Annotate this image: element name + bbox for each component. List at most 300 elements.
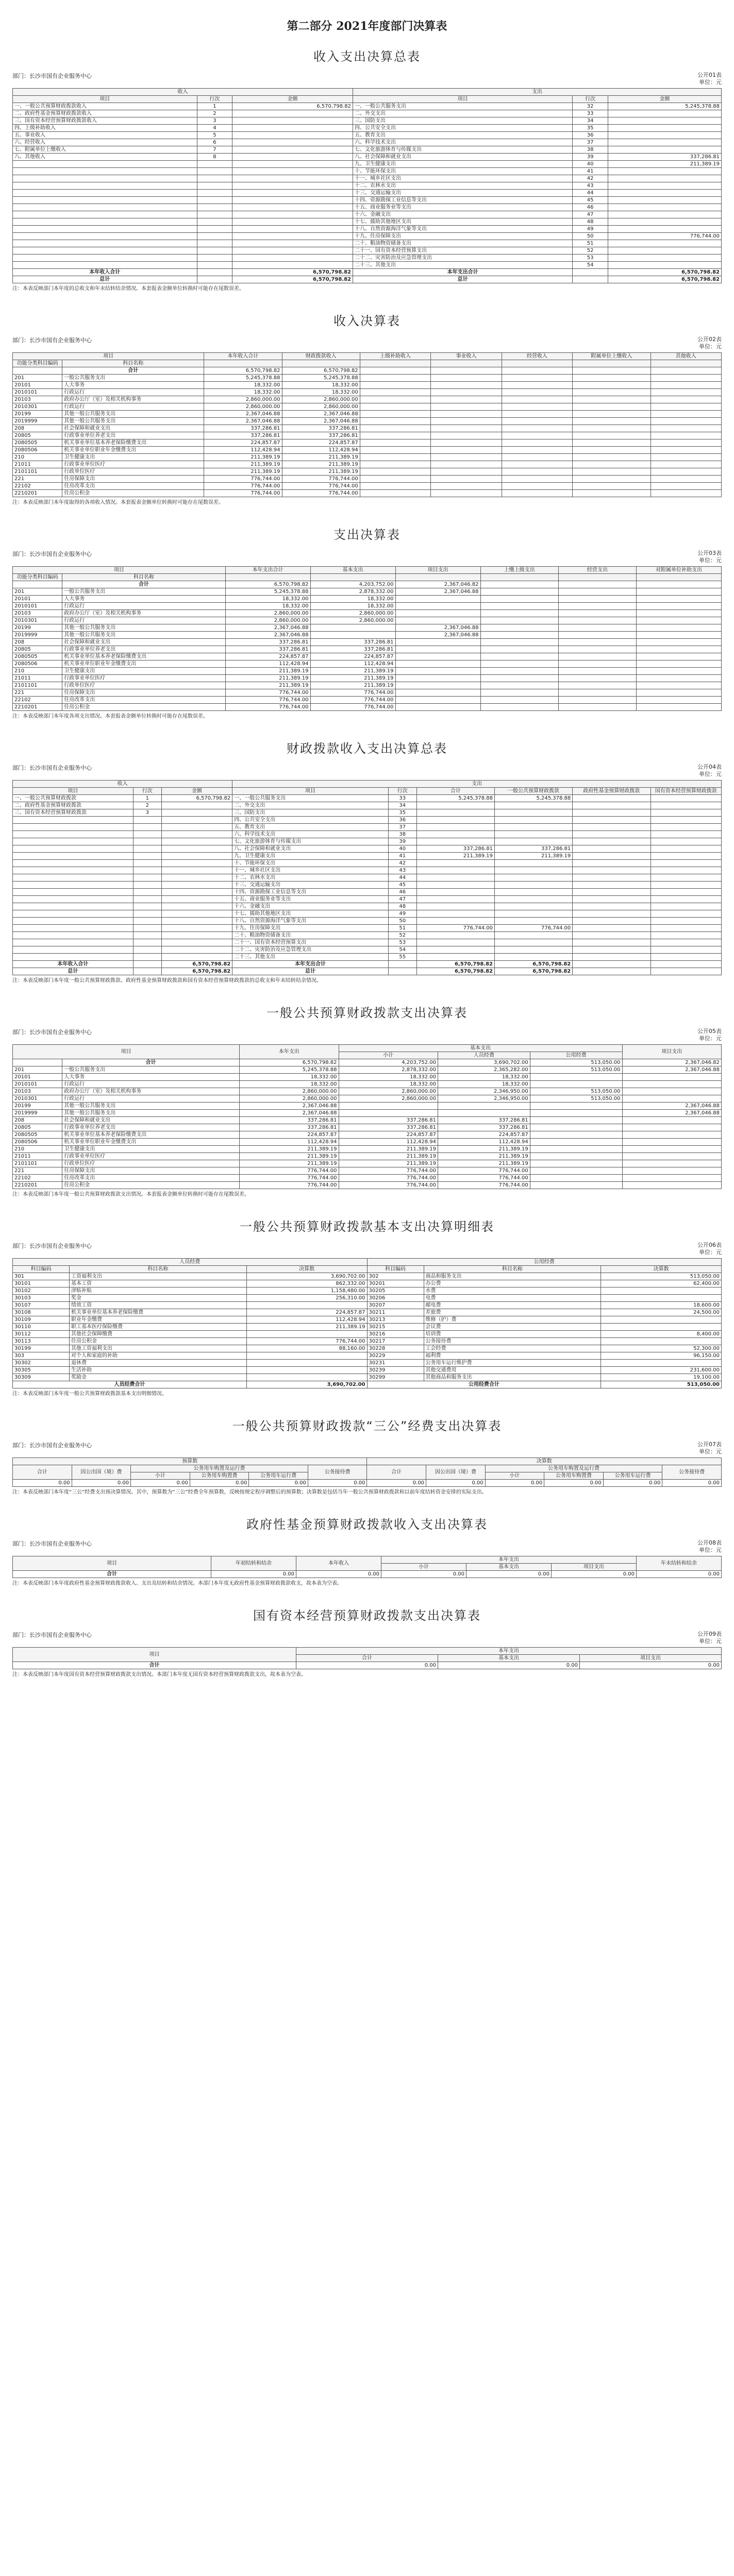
unit-label: 单位：元 — [699, 79, 722, 86]
subject-code: 20101 — [13, 596, 62, 603]
item-name: 十二、农林水支出 — [353, 182, 573, 190]
amount: 224,857.87 — [240, 1131, 339, 1139]
amount — [573, 831, 650, 838]
amount — [431, 411, 502, 418]
amount — [573, 795, 650, 802]
empty-cell — [13, 918, 134, 925]
subject-name: 一般公共服务支出 — [62, 588, 225, 596]
table-note: 注：本表反映部门本年度一般公共预算财政拨款支出情况。本套报表金额单位转换时可能存在尾数误差。 — [12, 1192, 249, 1197]
empty-cell — [161, 831, 232, 838]
line-number: 50 — [573, 233, 608, 240]
amount — [622, 1146, 722, 1153]
amount: 18,332.00 — [438, 1074, 530, 1081]
amount: 18,332.00 — [204, 389, 282, 396]
amount — [650, 845, 722, 853]
amount: 337,286.81 — [339, 1124, 438, 1131]
amount — [573, 802, 650, 809]
unit-label: 单位：元 — [699, 1448, 722, 1455]
empty-cell — [13, 240, 197, 247]
amount — [573, 403, 650, 411]
col-header: 经营支出 — [558, 567, 636, 574]
line-number: 36 — [573, 132, 608, 139]
total-label: 总计 — [353, 276, 573, 283]
sum-value: 6,570,798.82 — [416, 961, 494, 968]
dept-label: 部门：长沙市国有企业服务中心 — [12, 1442, 92, 1449]
table-row — [13, 660, 722, 668]
subject-code: 2080506 — [13, 447, 62, 454]
amount — [360, 382, 431, 389]
amount — [573, 490, 650, 497]
subject-name: 其他一般公共服务支出 — [62, 411, 204, 418]
table-row — [13, 476, 722, 483]
empty-cell — [161, 853, 232, 860]
col-header: 财政拨款收入 — [282, 353, 360, 360]
col-header: 功能分类科目编码 — [13, 360, 62, 367]
empty-cell — [133, 946, 161, 954]
table-code: 公开09表 — [697, 1631, 722, 1637]
subject-code: 22102 — [13, 697, 62, 704]
amount — [502, 375, 573, 382]
amount: 211,389.19 — [204, 468, 282, 476]
subject-code: 30113 — [13, 1338, 70, 1345]
table-row — [13, 617, 722, 624]
subject-code: 30206 — [367, 1295, 424, 1302]
amount: 2,860,000.00 — [282, 396, 360, 403]
empty-cell — [13, 860, 134, 867]
line-number: 53 — [573, 255, 608, 262]
amount — [573, 918, 650, 925]
table-code: 公开04表 — [697, 764, 722, 770]
item-name: 五、教育支出 — [353, 132, 573, 139]
col-header: 公务用车购置费 — [190, 1472, 249, 1480]
amount — [558, 660, 636, 668]
amount: 2,367,046.88 — [240, 1103, 339, 1110]
table-row — [13, 125, 722, 132]
amount — [416, 918, 494, 925]
dept-label: 部门：长沙市国有企业服务中心 — [12, 551, 92, 557]
amount — [161, 809, 232, 817]
col-header: 人员经费 — [438, 1052, 530, 1059]
amount — [573, 824, 650, 831]
amount — [495, 874, 573, 882]
col-header: 项目 — [13, 353, 204, 360]
empty-cell — [232, 161, 353, 168]
amount: 337,286.81 — [225, 646, 310, 653]
subject-name: 行政事业单位医疗 — [62, 675, 225, 682]
income-table — [12, 352, 722, 497]
table-row — [13, 468, 722, 476]
amount — [650, 403, 722, 411]
amount — [416, 910, 494, 918]
sum-label: 本年收入合计 — [13, 961, 134, 968]
table-row — [13, 1160, 722, 1167]
amount — [622, 1160, 722, 1167]
amount — [431, 367, 502, 375]
subject-code: 30216 — [367, 1331, 424, 1338]
amount — [395, 704, 480, 711]
row-label: 合计 — [13, 1571, 211, 1578]
amount: 5,245,378.88 — [204, 375, 282, 382]
empty-cell — [13, 233, 197, 240]
table-row — [13, 697, 722, 704]
col-header: 公务接待费 — [662, 1465, 722, 1480]
amount — [416, 831, 494, 838]
amount — [530, 1146, 622, 1153]
amount: 2,860,000.00 — [204, 396, 282, 403]
amount — [395, 689, 480, 697]
amount — [573, 946, 650, 954]
amount — [573, 461, 650, 468]
amount — [637, 610, 722, 617]
subject-code: 208 — [13, 425, 62, 432]
col-header: 行次 — [133, 788, 161, 795]
col-header: 项目支出 — [580, 1655, 722, 1662]
sum-label: 本年收入合计 — [13, 269, 197, 276]
empty-cell — [197, 161, 232, 168]
col-header: 公务用车购置及运行费 — [485, 1465, 662, 1472]
amount: 2,860,000.00 — [282, 403, 360, 411]
amount — [360, 476, 431, 483]
line-number: 1 — [197, 103, 232, 110]
subject-name: 差旅费 — [424, 1309, 601, 1316]
amount — [495, 932, 573, 939]
subject-code: 201 — [13, 588, 62, 596]
amount — [360, 439, 431, 447]
empty-cell — [197, 226, 232, 233]
line-number: 52 — [573, 247, 608, 255]
table-row — [13, 1302, 722, 1309]
amount — [558, 596, 636, 603]
amount: 2,367,046.88 — [204, 418, 282, 425]
subject-code: 30101 — [13, 1280, 70, 1287]
subject-code: 30107 — [13, 1302, 70, 1309]
table-row — [13, 867, 722, 874]
subject-name: 其他一般公共服务支出 — [62, 632, 225, 639]
amount — [416, 838, 494, 845]
col-header: 小计 — [339, 1052, 438, 1059]
amount — [622, 1088, 722, 1095]
item-name: 七、附属单位上缴收入 — [13, 146, 197, 154]
empty-cell — [13, 946, 134, 954]
col-header: 科目名称 — [70, 1266, 247, 1273]
amount: 2,367,046.88 — [622, 1103, 722, 1110]
amount: 211,389.19 — [416, 853, 494, 860]
amount — [608, 211, 722, 218]
amount: 776,744.00 — [246, 1338, 367, 1345]
amount: 211,389.19 — [608, 161, 722, 168]
table-row — [13, 704, 722, 711]
item-name: 三、国有资本经营预算财政拨款 — [13, 809, 134, 817]
empty-cell — [13, 218, 197, 226]
table-row — [13, 1153, 722, 1160]
table-row — [13, 403, 722, 411]
unit-label: 单位：元 — [699, 557, 722, 564]
empty-cell — [133, 838, 161, 845]
amount: 6,570,798.82 — [282, 367, 360, 375]
amount — [360, 403, 431, 411]
amount — [650, 925, 722, 932]
amount — [232, 125, 353, 132]
col-header: 本年支出 — [240, 1045, 339, 1059]
amount — [608, 182, 722, 190]
empty-cell — [13, 925, 134, 932]
amount — [558, 639, 636, 646]
amount: 776,744.00 — [310, 697, 395, 704]
subject-code: 2080505 — [13, 439, 62, 447]
amount — [431, 461, 502, 468]
line-number: 42 — [573, 175, 608, 182]
subject-code: 2080506 — [13, 660, 62, 668]
amount — [480, 632, 558, 639]
amount — [608, 247, 722, 255]
amount — [495, 903, 573, 910]
subject-code: 30103 — [13, 1295, 70, 1302]
amount — [502, 396, 573, 403]
amount — [246, 1360, 367, 1367]
amount — [650, 375, 722, 382]
subject-code — [13, 581, 62, 588]
empty-cell — [13, 211, 197, 218]
line-number: 36 — [388, 817, 416, 824]
table-row — [13, 668, 722, 675]
amount: 513,050.00 — [530, 1066, 622, 1074]
amount — [431, 439, 502, 447]
amount — [431, 468, 502, 476]
amount — [650, 932, 722, 939]
subject-code: 2010101 — [13, 389, 62, 396]
subject-code: 30109 — [13, 1316, 70, 1324]
amount: 2,367,046.88 — [204, 411, 282, 418]
amount: 776,744.00 — [495, 925, 573, 932]
amount — [558, 675, 636, 682]
line-number: 52 — [388, 932, 416, 939]
amount — [637, 639, 722, 646]
subject-name: 行政单位医疗 — [62, 1160, 240, 1167]
amount — [650, 454, 722, 461]
cell: 0.00 — [637, 1571, 722, 1578]
section-title: 一般公共预算财政拨款支出决算表 — [266, 1006, 468, 1020]
subject-name: 住房公积金 — [62, 704, 225, 711]
empty-cell — [161, 946, 232, 954]
amount — [416, 867, 494, 874]
amount — [232, 117, 353, 125]
subject-code: 2019999 — [13, 632, 62, 639]
line-number: 7 — [197, 146, 232, 154]
expense-table — [12, 566, 722, 711]
empty-cell — [232, 255, 353, 262]
amount: 211,389.19 — [240, 1146, 339, 1153]
subject-code: 210 — [13, 668, 62, 675]
amount — [650, 382, 722, 389]
amount: 5,245,378.88 — [495, 795, 573, 802]
subject-code: 221 — [13, 1167, 62, 1175]
amount — [601, 1295, 722, 1302]
amount — [622, 1182, 722, 1189]
subject-code: 2080505 — [13, 653, 62, 660]
subject-name: 机关事业单位基本养老保险缴费支出 — [62, 1131, 240, 1139]
empty-cell — [161, 889, 232, 896]
unit-label: 单位：元 — [699, 1547, 722, 1553]
amount — [495, 817, 573, 824]
line-number: 54 — [573, 262, 608, 269]
amount — [480, 675, 558, 682]
subject-code — [13, 1059, 62, 1066]
subject-code: 20805 — [13, 1124, 62, 1131]
amount — [480, 646, 558, 653]
amount: 112,428.94 — [438, 1139, 530, 1146]
amount — [573, 382, 650, 389]
amount: 256,310.00 — [246, 1295, 367, 1302]
amount — [416, 946, 494, 954]
amount — [650, 867, 722, 874]
amount — [622, 1074, 722, 1081]
amount — [637, 596, 722, 603]
line-number: 44 — [573, 190, 608, 197]
amount — [502, 490, 573, 497]
amount — [360, 483, 431, 490]
col-header: 功能分类科目编码 — [13, 574, 62, 581]
subject-code: 2101101 — [13, 1160, 62, 1167]
subject-name: 对个人和家庭的补助 — [70, 1352, 247, 1360]
subject-name: 工资福利支出 — [70, 1273, 247, 1280]
amount — [601, 1287, 722, 1295]
subject-name: 其他工资福利支出 — [70, 1345, 247, 1352]
amount: 2,367,046.88 — [225, 624, 310, 632]
amount: 224,857.87 — [438, 1131, 530, 1139]
amount — [608, 204, 722, 211]
amount: 52,300.00 — [601, 1345, 722, 1352]
sum-label: 人员经费合计 — [13, 1381, 247, 1388]
item-name: 十四、资源勘探工业信息等支出 — [232, 889, 389, 896]
table-row — [13, 689, 722, 697]
amount: 337,286.81 — [282, 432, 360, 439]
amount — [558, 689, 636, 697]
line-number: 37 — [388, 824, 416, 831]
amount: 337,286.81 — [438, 1117, 530, 1124]
subject-name: 其他一般公共服务支出 — [62, 418, 204, 425]
table-row — [13, 860, 722, 867]
table-row — [13, 1309, 722, 1316]
amount: 18,332.00 — [282, 382, 360, 389]
cell: 0.00 — [296, 1571, 381, 1578]
amount — [395, 697, 480, 704]
line-number: 40 — [388, 845, 416, 853]
subject-code: 20103 — [13, 1088, 62, 1095]
amount — [558, 603, 636, 610]
table-row — [13, 447, 722, 454]
table-code: 公开01表 — [697, 72, 722, 78]
col-header: 公务用车运行费 — [603, 1472, 662, 1480]
amount: 211,389.19 — [204, 454, 282, 461]
amount — [480, 704, 558, 711]
subject-name: 水费 — [424, 1287, 601, 1295]
amount — [502, 447, 573, 454]
amount: 211,389.19 — [225, 682, 310, 689]
item-name: 二十一、国有资本经营预算支出 — [353, 247, 573, 255]
line-number: 46 — [573, 204, 608, 211]
amount — [502, 439, 573, 447]
amount — [650, 831, 722, 838]
amount: 2,367,046.88 — [240, 1110, 339, 1117]
cell: 0.00 — [381, 1571, 466, 1578]
table-row — [13, 175, 722, 182]
cell: 0.00 — [438, 1662, 580, 1669]
amount — [622, 1139, 722, 1146]
amount — [650, 389, 722, 396]
amount: 2,367,046.88 — [622, 1066, 722, 1074]
table-row — [13, 1360, 722, 1367]
amount — [650, 817, 722, 824]
amount — [416, 802, 494, 809]
subject-code: 21011 — [13, 675, 62, 682]
amount: 211,389.19 — [204, 461, 282, 468]
sum-value: 6,570,798.82 — [608, 269, 722, 276]
amount — [480, 682, 558, 689]
col-header: 合计 — [367, 1465, 426, 1480]
amount — [650, 853, 722, 860]
amount: 2,878,332.00 — [310, 588, 395, 596]
amount: 2,367,046.88 — [395, 624, 480, 632]
amount — [480, 653, 558, 660]
line-number: 42 — [388, 860, 416, 867]
table-row — [13, 1352, 722, 1360]
table-row — [13, 262, 722, 269]
amount — [637, 624, 722, 632]
dept-label: 部门：长沙市国有企业服务中心 — [12, 337, 92, 344]
table-row — [13, 1324, 722, 1331]
amount: 5,245,378.88 — [282, 375, 360, 382]
table-row — [13, 204, 722, 211]
section-fiscal-summary — [12, 738, 722, 984]
total-label: 总计 — [13, 276, 197, 283]
amount: 776,744.00 — [282, 490, 360, 497]
cell: 0.00 — [367, 1480, 426, 1487]
empty-cell — [161, 874, 232, 882]
subject-code: 20101 — [13, 382, 62, 389]
amount — [637, 603, 722, 610]
section-title: 财政拨款收入支出决算总表 — [287, 741, 447, 756]
table-code: 公开03表 — [697, 550, 722, 556]
gov-fund-table — [12, 1556, 722, 1578]
item-name: 三、国防支出 — [232, 809, 389, 817]
subject-code: 30309 — [13, 1374, 70, 1381]
amount — [502, 403, 573, 411]
subject-name: 住房公积金 — [70, 1338, 247, 1345]
table-row — [13, 269, 722, 276]
table-row — [13, 838, 722, 845]
table-row — [13, 1367, 722, 1374]
amount: 1,158,480.00 — [246, 1287, 367, 1295]
amount — [416, 874, 494, 882]
table-row — [13, 1345, 722, 1352]
item-name: 十三、交通运输支出 — [353, 190, 573, 197]
amount: 211,389.19 — [310, 682, 395, 689]
amount — [360, 411, 431, 418]
subject-code: 30213 — [367, 1316, 424, 1324]
amount: 6,570,798.82 — [225, 581, 310, 588]
amount — [502, 367, 573, 375]
subject-code: 20805 — [13, 646, 62, 653]
amount: 776,744.00 — [204, 476, 282, 483]
amount: 211,389.19 — [240, 1160, 339, 1167]
subject-name: 奖励金 — [70, 1374, 247, 1381]
unit-label: 单位：元 — [699, 1249, 722, 1256]
amount: 337,286.81 — [225, 639, 310, 646]
col-header: 金额 — [232, 96, 353, 103]
amount — [416, 932, 494, 939]
item-name: 十、节能环保支出 — [353, 168, 573, 175]
table-row — [13, 596, 722, 603]
